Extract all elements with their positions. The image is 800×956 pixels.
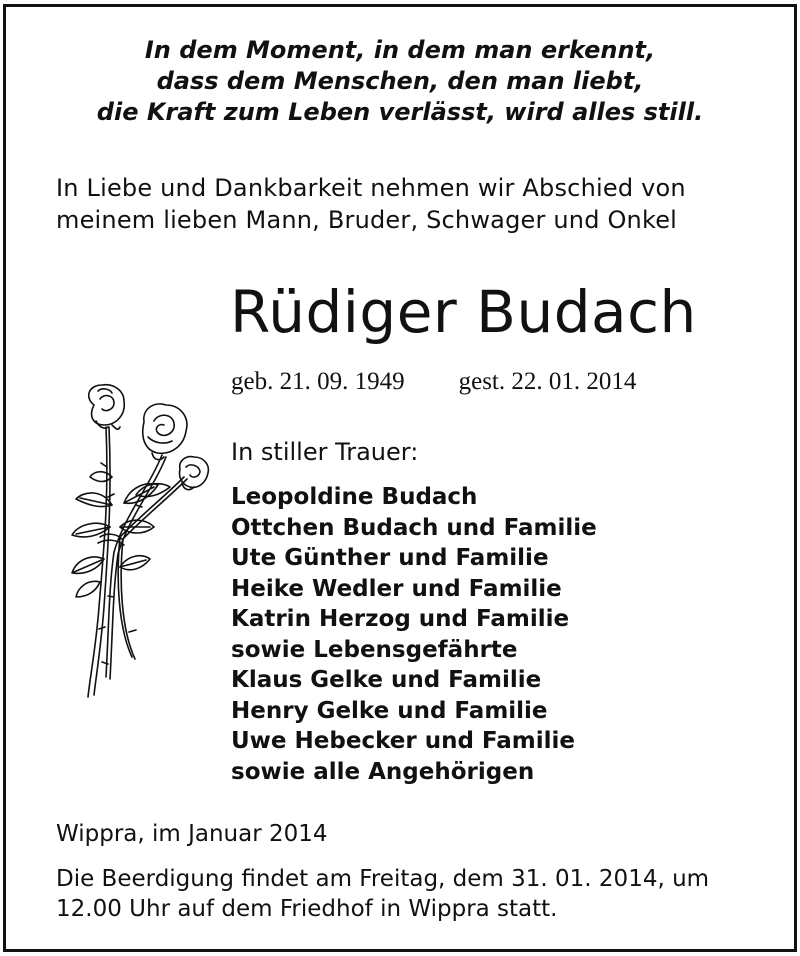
quote-line-3: die Kraft zum Leben verlässt, wird alles still. bbox=[96, 98, 704, 126]
mourner-item: Katrin Herzog und Familie bbox=[231, 606, 570, 632]
quote-line-2: dass dem Menschen, den man liebt, bbox=[156, 67, 644, 95]
mourner-item: sowie Lebensgefährte bbox=[231, 636, 518, 663]
intro-text bbox=[56, 172, 756, 236]
funeral-line-2: 12.00 Uhr auf dem Friedhof in Wippra statt. bbox=[56, 896, 558, 922]
life-dates bbox=[231, 367, 636, 397]
mourner-item: Ottchen Budach und Familie bbox=[231, 514, 597, 541]
birth-date: geb. 21. 09. 1949 bbox=[231, 368, 405, 395]
mourner-item: Klaus Gelke und Familie bbox=[231, 667, 542, 693]
intro-line-2: meinem lieben Mann, Bruder, Schwager und Onkel bbox=[56, 206, 678, 234]
mourner-item: Heike Wedler und Familie bbox=[231, 575, 562, 602]
roses-icon bbox=[54, 377, 219, 702]
funeral-line-1: Die Beerdigung findet am Freitag, dem 31. 01. 2014, um bbox=[56, 866, 710, 892]
mourner-item: Ute Günther und Familie bbox=[231, 545, 549, 571]
death-date: gest. 22. 01. 2014 bbox=[458, 368, 637, 395]
intro-line-1: In Liebe und Dankbarkeit nehmen wir Abschied von bbox=[56, 174, 686, 202]
funeral-notice bbox=[56, 864, 776, 924]
mourner-item: sowie alle Angehörigen bbox=[231, 758, 535, 785]
deceased-name: Rüdiger Budach bbox=[230, 278, 697, 346]
place-date: Wippra, im Januar 2014 bbox=[56, 821, 328, 847]
mourner-list bbox=[231, 482, 597, 787]
mourner-item: Leopoldine Budach bbox=[231, 484, 478, 510]
memorial-quote bbox=[6, 35, 794, 128]
mourner-item: Uwe Hebecker und Familie bbox=[231, 728, 576, 754]
quote-line-1: In dem Moment, in dem man erkennt, bbox=[144, 36, 656, 64]
obituary-card bbox=[3, 4, 797, 952]
mourning-heading: In stiller Trauer: bbox=[231, 438, 419, 466]
mourner-item: Henry Gelke und Familie bbox=[231, 697, 548, 724]
